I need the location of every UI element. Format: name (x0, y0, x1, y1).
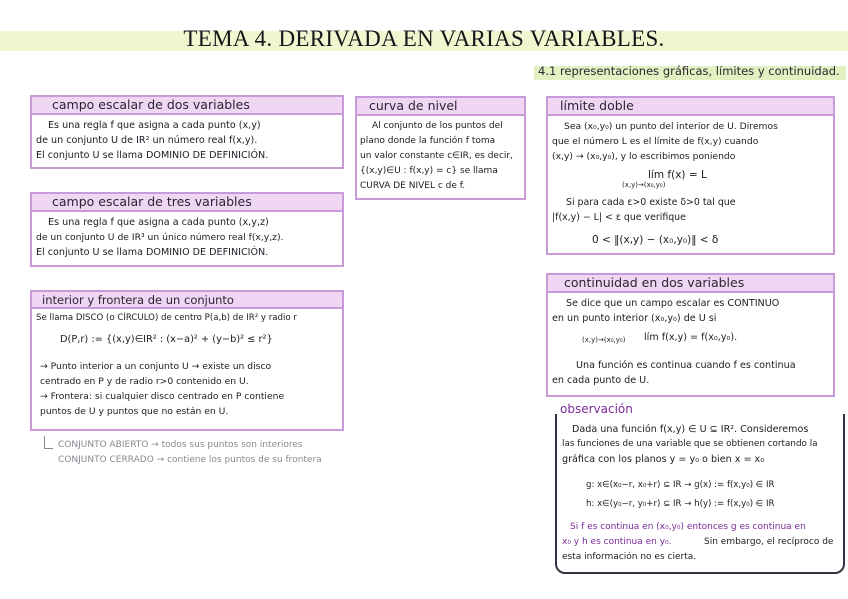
campo-tres-line-1: Es una regla f que asigna a cada punto (x,y,z) (48, 217, 269, 228)
continuidad-formula-subscript: (x,y)→(x₀,y₀) (582, 336, 626, 344)
limite-heading: límite doble (548, 98, 833, 116)
continuidad-line-2: en un punto interior (x₀,y₀) de U si (552, 313, 717, 324)
interior-bullet-4: puntos de U y puntos que no están en U. (40, 406, 229, 417)
campo-dos-heading: campo escalar de dos variables (32, 97, 342, 115)
observacion-label: observación (560, 402, 633, 416)
campo-dos-line-1: Es una regla f que asigna a cada punto (x,y) (48, 120, 261, 131)
interior-intro: Se llama DISCO (o CÍRCULO) de centro P(a,b) de IR² y radio r (36, 313, 297, 323)
campo-tres-line-3: El conjunto U se llama DOMINIO DE DEFINICIÓN. (36, 247, 269, 258)
campo-tres-heading: campo escalar de tres variables (32, 194, 342, 212)
limite-formula-subscript: (x,y)→(x₀,y₀) (622, 181, 666, 189)
limite-line-4: Si para cada ε>0 existe δ>0 tal que (566, 197, 736, 208)
observacion-line-3: gráfica con los planos y = y₀ o bien x = x₀ (562, 454, 765, 465)
limite-line-2: que el número L es el límite de f(x,y) cuando (552, 136, 759, 147)
observacion-tail-first: Sin embargo, el recíproco de (704, 537, 834, 547)
observacion-purple-line-1: Si f es continua en (x₀,y₀) entonces g es continua en (570, 522, 806, 532)
curva-line-2: plano donde la función f toma (360, 136, 496, 146)
observacion-purple-line-2: x₀ y h es continua en y₀. (562, 537, 672, 547)
observacion-line-1: Dada una función f(x,y) ∈ U ⊆ IR². Consideremos (572, 424, 809, 435)
continuidad-line-1: Se dice que un campo escalar es CONTINUO (566, 298, 780, 309)
observacion-g-definition: g: x∈(x₀−r, x₀+r) ⊆ IR → g(x) := f(x,y₀) ∈ IR (586, 480, 775, 490)
observacion-h-definition: h: x∈(y₀−r, y₀+r) ⊆ IR → h(y) := f(x,y₀) ∈ IR (586, 499, 775, 509)
note-conjunto-cerrado: CONJUNTO CERRADO → contiene los puntos de su frontera (58, 455, 322, 465)
curva-line-3: un valor constante c∈IR, es decir, (360, 151, 513, 161)
interior-disco-formula: D(P,r) := {(x,y)∈IR² : (x−a)² + (y−b)² ≤ r²} (60, 334, 273, 345)
interior-bullet-2: centrado en P y de radio r>0 contenido en U. (40, 376, 249, 387)
curva-heading: curva de nivel (357, 98, 524, 116)
curva-line-1: Al conjunto de los puntos del (372, 121, 503, 131)
campo-tres-line-2: de un conjunto U de IR³ un único número real f(x,y,z). (36, 232, 284, 243)
campo-dos-line-2: de un conjunto U de IR² un número real f(x,y). (36, 135, 258, 146)
continuidad-heading: continuidad en dos variables (548, 275, 833, 293)
limite-condition: 0 < ‖(x,y) − (x₀,y₀)‖ < δ (592, 234, 719, 246)
note-arrow-icon (44, 436, 53, 449)
interior-bullet-3: → Frontera: si cualquier disco centrado en P contiene (40, 391, 285, 402)
curva-line-4: {(x,y)∈U : f(x,y) = c} se llama (360, 166, 498, 176)
observacion-tail-second: esta información no es cierta. (562, 552, 697, 562)
limite-line-3: (x,y) → (x₀,y₀), y lo escribimos poniendo (552, 151, 736, 162)
continuidad-line-3: Una función es continua cuando f es continua (576, 360, 796, 371)
curva-line-5: CURVA DE NIVEL c de f. (360, 181, 466, 191)
note-conjunto-abierto: CONJUNTO ABIERTO → todos sus puntos son interiores (58, 440, 303, 450)
interior-heading: interior y frontera de un conjunto (32, 292, 342, 309)
campo-dos-line-3: El conjunto U se llama DOMINIO DE DEFINICIÓN. (36, 150, 269, 161)
interior-bullet-1: → Punto interior a un conjunto U → existe un disco (40, 361, 272, 372)
section-subtitle: 4.1 representaciones gráficas, límites y continuidad. (538, 64, 840, 78)
page-title: TEMA 4. DERIVADA EN VARIAS VARIABLES. (183, 26, 665, 51)
limite-line-5: |f(x,y) − L| < ε que verifique (552, 212, 686, 223)
continuidad-line-4: en cada punto de U. (552, 375, 650, 386)
limite-formula: lím f(x) = L (648, 169, 707, 181)
limite-line-1: Sea (x₀,y₀) un punto del interior de U. Diremos (564, 121, 778, 132)
continuidad-formula: lím f(x,y) = f(x₀,y₀). (644, 332, 738, 343)
observacion-line-2: las funciones de una variable que se obtienen cortando la (562, 439, 818, 449)
